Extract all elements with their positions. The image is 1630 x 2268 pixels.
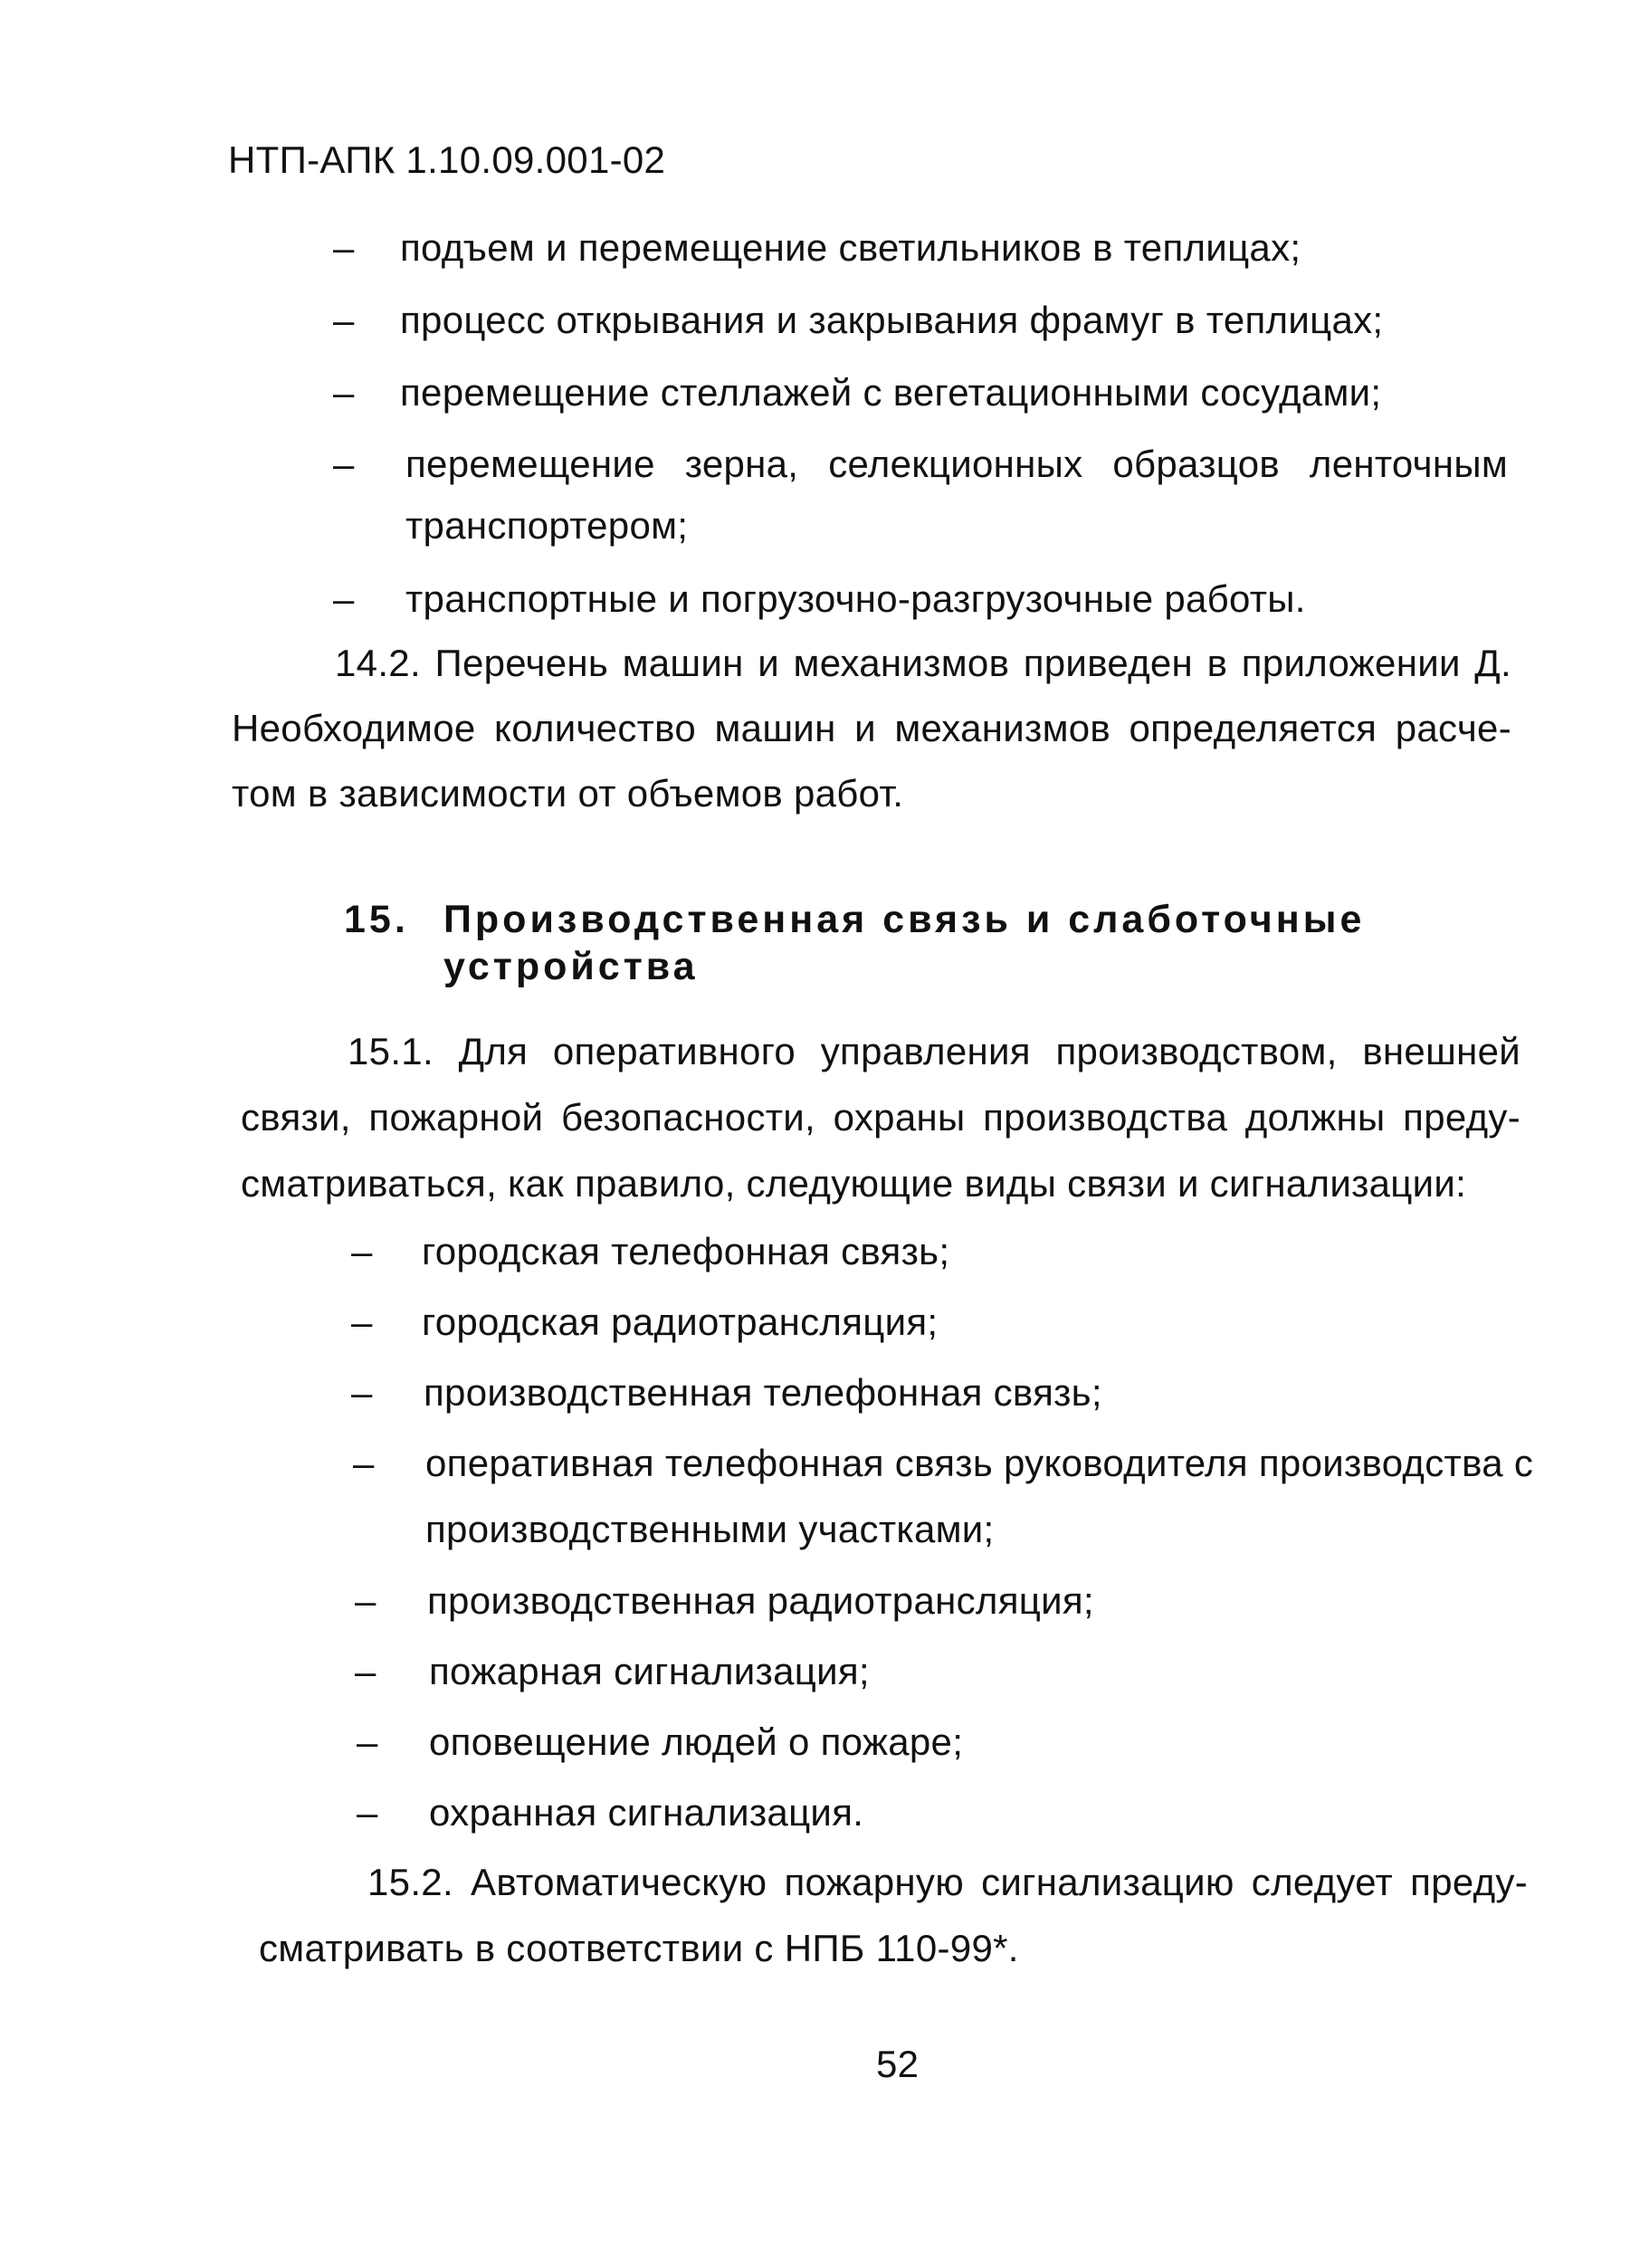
page-number: 52 — [876, 2043, 920, 2085]
dash-bullet: – — [333, 226, 355, 269]
paragraph-line: сматриваться, как правило, следующие виды связи и сигнализации: — [241, 1162, 1467, 1205]
section-number: 15. — [344, 898, 409, 941]
dash-bullet: – — [357, 1791, 378, 1834]
paragraph-line: Необходимое количество машин и механизмов определяется расче- — [232, 707, 1511, 749]
paragraph-line: сматривать в соответствии с НПБ 110-99*. — [259, 1927, 1019, 1969]
list-item-text-cont: производственными участками; — [425, 1508, 995, 1550]
list-item-text: транспортные и погрузочно-разгрузочные работы. — [405, 577, 1306, 620]
section-title-cont: устройства — [443, 945, 699, 988]
list-item-text: процесс открывания и закрывания фрамуг в теплицах; — [400, 299, 1384, 341]
section-title: Производственная связь и слаботочные — [443, 898, 1366, 941]
list-item-text: оперативная телефонная связь руководителя производства с — [425, 1442, 1534, 1484]
dash-bullet: – — [351, 1371, 373, 1414]
dash-bullet: – — [351, 1301, 373, 1343]
paragraph-line: связи, пожарной безопасности, охраны производства должны преду- — [241, 1096, 1520, 1139]
list-item-text-cont: транспортером; — [405, 504, 689, 547]
list-item-text: перемещение стеллажей с вегетационными сосудами; — [400, 371, 1382, 414]
dash-bullet: – — [355, 1579, 377, 1622]
list-item-text: подъем и перемещение светильников в теплицах; — [400, 226, 1301, 269]
dash-bullet: – — [351, 1230, 373, 1272]
dash-bullet: – — [333, 443, 355, 485]
list-item-text: городская радиотрансляция; — [422, 1301, 939, 1343]
list-item-text: пожарная сигнализация; — [429, 1650, 870, 1692]
paragraph-line: 14.2. Перечень машин и механизмов приведен в приложении Д. — [335, 642, 1511, 684]
list-item-text: производственная телефонная связь; — [424, 1371, 1102, 1414]
paragraph-line: том в зависимости от объемов работ. — [232, 772, 904, 815]
list-item-text: охранная сигнализация. — [429, 1791, 864, 1834]
list-item-text: оповещение людей о пожаре; — [429, 1720, 964, 1763]
list-item-text: перемещение зерна, селекционных образцов ленточным — [405, 443, 1508, 485]
list-item-text: производственная радиотрансляция; — [427, 1579, 1094, 1622]
dash-bullet: – — [355, 1650, 377, 1692]
dash-bullet: – — [333, 299, 355, 341]
dash-bullet: – — [333, 371, 355, 414]
paragraph-line: 15.1. Для оперативного управления производством, внешней — [348, 1030, 1520, 1072]
dash-bullet: – — [353, 1442, 375, 1484]
document-code: НТП-АПК 1.10.09.001-02 — [228, 138, 666, 181]
list-item-text: городская телефонная связь; — [422, 1230, 950, 1272]
dash-bullet: – — [333, 577, 355, 620]
paragraph-line: 15.2. Автоматическую пожарную сигнализацию следует преду- — [367, 1861, 1528, 1903]
dash-bullet: – — [357, 1720, 378, 1763]
